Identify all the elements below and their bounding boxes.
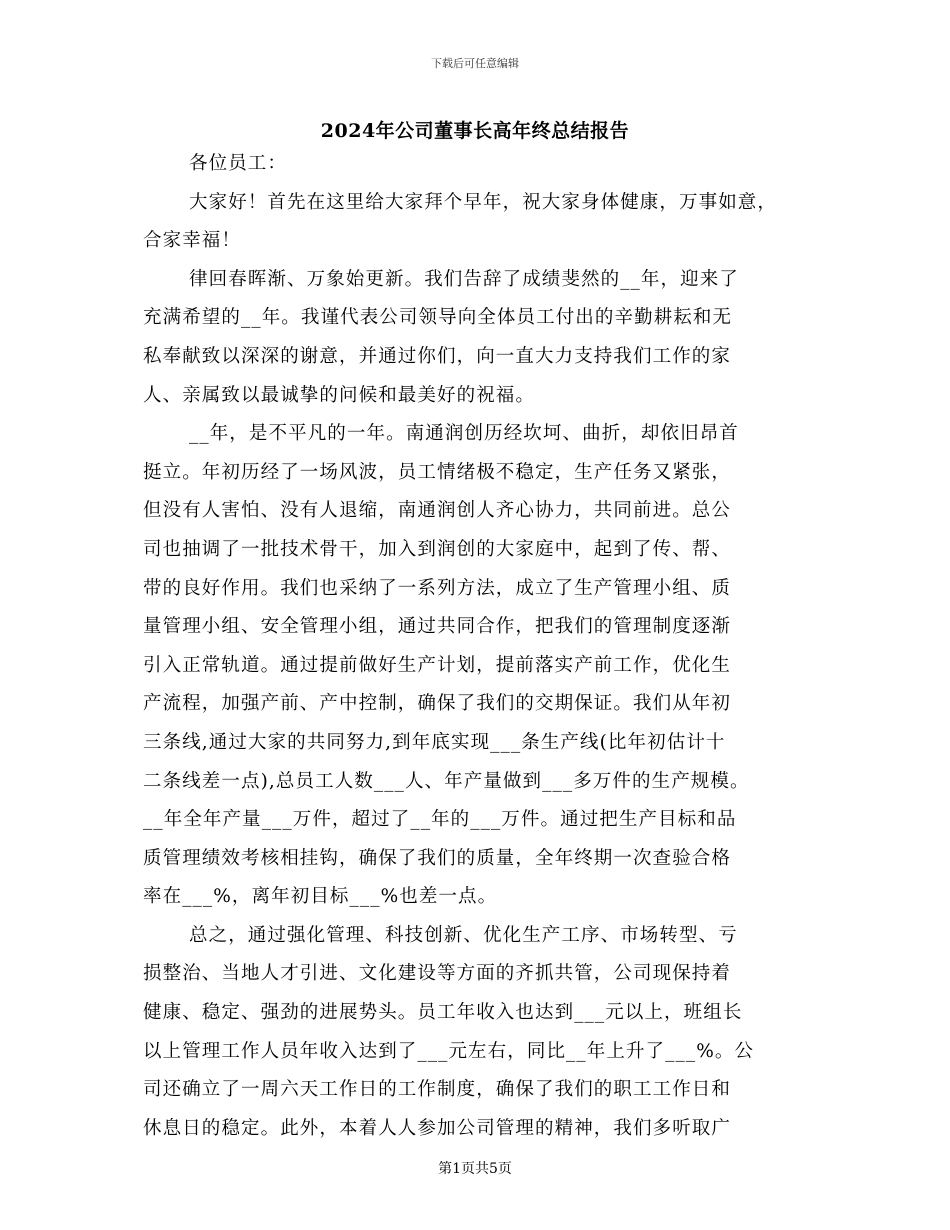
text-line: 人、亲属致以最诚挚的问候和最美好的祝福。 — [143, 384, 536, 406]
document-body — [143, 145, 823, 1148]
text-line: 挺立。年初历经了一场风波，员工情绪极不稳定，生产任务又紧张， — [143, 461, 732, 483]
text-line: 大家好！首先在这里给大家拜个早年，祝大家身体健康，万事如意， — [189, 191, 778, 213]
text-line: 充满希望的__年。我谨代表公司领导向全体员工付出的辛勤耕耘和无 — [143, 307, 733, 329]
text-line: 休息日的稳定。此外，本着人人参加公司管理的精神，我们多听取广 — [143, 1117, 732, 1139]
text-line: 带的良好作用。我们也采纳了一系列方法，成立了生产管理小组、质 — [143, 577, 732, 599]
text-line: 以上管理工作人员年收入达到了___元左右，同比__年上升了___%。公 — [143, 1040, 755, 1062]
text-line: 损整治、当地人才引进、文化建设等方面的齐抓共管，公司现保持着 — [143, 963, 732, 985]
text-line: 各位员工： — [189, 153, 288, 174]
text-line: 总之，通过强化管理、科技创新、优化生产工序、市场转型、亏 — [189, 924, 738, 946]
text-line: 产流程，加强产前、产中控制，确保了我们的交期保证。我们从年初 — [143, 693, 732, 715]
text-line: 司还确立了一周六天工作日的工作制度，确保了我们的职工工作日和 — [143, 1079, 732, 1101]
text-line: 但没有人害怕、没有人退缩，南通润创人齐心协力，共同前进。总公 — [143, 500, 732, 522]
text-line: 健康、稳定、强劲的进展势头。员工年收入也达到___元以上，班组长 — [143, 1002, 743, 1024]
text-line: 引入正常轨道。通过提前做好生产计划，提前落实产前工作，优化生 — [143, 654, 732, 676]
text-line: __年，是不平凡的一年。南通润创历经坎坷、曲折，却依旧昂首 — [189, 423, 739, 445]
header-note: 下载后可任意编辑 — [431, 57, 519, 70]
text-line: __年全年产量___万件，超过了__年的___万件。通过把生产目标和品 — [143, 809, 737, 831]
text-line: 二条线差一点),总员工人数___人、年产量做到___多万件的生产规模。 — [143, 770, 750, 792]
text-line: 司也抽调了一批技术骨干，加入到润创的大家庭中，起到了传、帮、 — [143, 538, 732, 560]
text-line: 律回春晖渐、万象始更新。我们告辞了成绩斐然的__年，迎来了 — [189, 268, 739, 290]
text-line: 私奉献致以深深的谢意，并通过你们，向一直大力支持我们工作的家 — [143, 345, 732, 367]
document-title: 2024年公司董事长高年终总结报告 — [320, 120, 630, 142]
text-line: 率在___%，离年初目标___%也差一点。 — [143, 886, 498, 908]
text-line: 合家幸福！ — [143, 230, 242, 252]
text-line: 三条线,通过大家的共同努力,到年底实现___条生产线(比年初估计十 — [143, 731, 726, 753]
text-line: 质管理绩效考核相挂钩，确保了我们的质量，全年终期一次查验合格 — [143, 847, 732, 869]
text-line: 量管理小组、安全管理小组，通过共同合作，把我们的管理制度逐渐 — [143, 616, 732, 638]
page-footer: 第1页共5页 — [438, 1161, 512, 1177]
